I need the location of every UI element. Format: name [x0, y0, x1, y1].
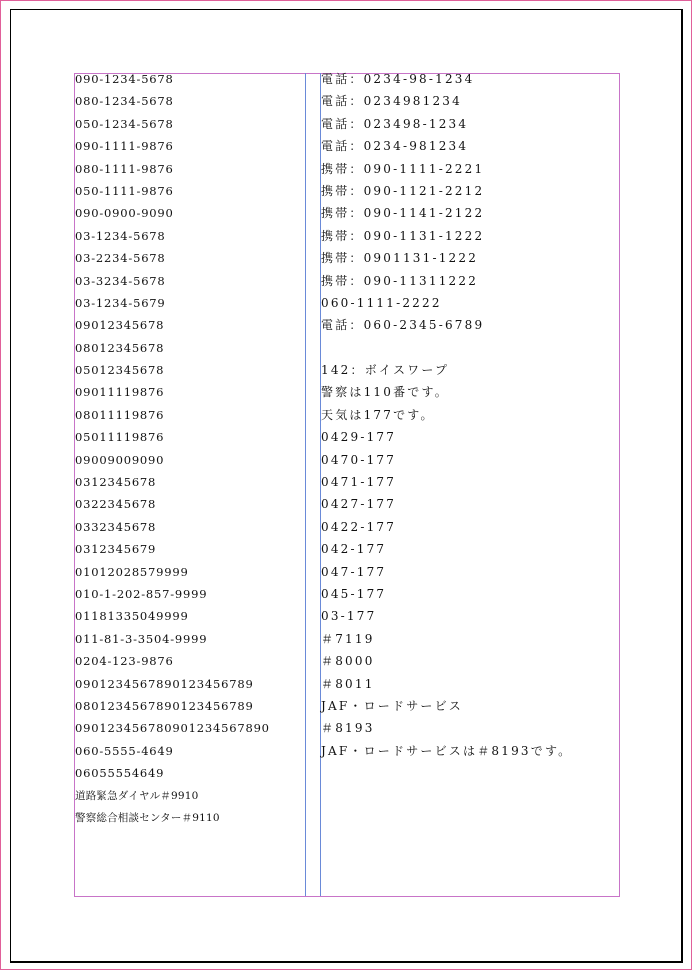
text-line: 0422-177 [321, 519, 397, 534]
text-line: 090-0900-9090 [75, 206, 174, 221]
text-line: 08012345678 [75, 340, 165, 355]
text-line: 05011119876 [75, 430, 165, 445]
text-line: 142：ボイスワープ [321, 363, 450, 378]
text-line: 携帯：090-1131-1222 [321, 228, 485, 243]
text-line: 0427-177 [321, 497, 397, 512]
text-line: 05012345678 [75, 363, 165, 378]
text-line: 03-177 [321, 609, 377, 624]
text-line: 電話：0234-98-1234 [321, 72, 475, 86]
text-line: 09011119876 [75, 385, 165, 400]
text-line: 050-1111-9876 [75, 183, 174, 198]
text-line: ＃8000 [321, 654, 375, 669]
text-line: 電話：0234-981234 [321, 139, 469, 154]
text-line: 0801234567890123456789 [75, 698, 254, 713]
text-line: 03-2234-5678 [75, 251, 166, 266]
right-column [321, 73, 617, 767]
text-line: 03-1234-5679 [75, 295, 166, 310]
left-column [75, 73, 304, 834]
text-line: ＃8011 [321, 676, 375, 691]
text-line: 047-177 [321, 564, 387, 579]
text-line: 050-1234-5678 [75, 116, 174, 131]
text-line: 携帯：090-1121-2212 [321, 183, 485, 198]
text-line: 042-177 [321, 542, 387, 557]
text-line: 0901234567890123456789 [75, 676, 254, 691]
text-line: 電話：0234981234 [321, 94, 462, 109]
text-line: 090-1234-5678 [75, 72, 174, 86]
text-line: 0312345679 [75, 542, 157, 557]
text-line: 0312345678 [75, 475, 157, 490]
text-line: 0429-177 [321, 430, 397, 445]
text-line: 090-1111-9876 [75, 139, 174, 154]
text-line: 警察は110番です。 [321, 385, 449, 400]
text-line: 01181335049999 [75, 609, 189, 624]
text-line: 携帯：090-1141-2122 [321, 206, 485, 221]
text-line: 携帯：0901131-1222 [321, 251, 479, 266]
text-line: 0332345678 [75, 519, 157, 534]
text-line: 060-1111-2222 [321, 295, 442, 310]
text-line: 080-1111-9876 [75, 161, 174, 176]
text-line: 道路緊急ダイヤル＃9910 [75, 789, 199, 802]
text-line: 09012345678 [75, 318, 165, 333]
text-line: ＃7119 [321, 631, 375, 646]
text-line: 電話：023498-1234 [321, 116, 469, 131]
text-line: 03-1234-5678 [75, 228, 166, 243]
text-line: 0322345678 [75, 497, 157, 512]
text-line: 電話：060-2345-6789 [321, 318, 485, 333]
text-line: 0470-177 [321, 452, 397, 467]
text-line: 0204-123-9876 [75, 654, 174, 669]
text-line: 01012028579999 [75, 564, 189, 579]
text-line: 06055554649 [75, 766, 165, 781]
text-line: 携帯：090-1111-2221 [321, 161, 485, 176]
text-line: 03-3234-5678 [75, 273, 166, 288]
blank-line [321, 342, 617, 364]
text-line: 045-177 [321, 586, 387, 601]
text-line: ＃8193 [321, 721, 375, 736]
text-line: 060-5555-4649 [75, 743, 174, 758]
text-line: 09012345678090123456789​0 [75, 721, 270, 736]
text-line: 09009009090 [75, 452, 165, 467]
text-line: 080-1234-5678 [75, 94, 174, 109]
text-line: 08011119876 [75, 407, 165, 422]
text-line: 0471-177 [321, 475, 397, 490]
text-line: 天気は177です。 [321, 407, 435, 422]
text-line: 携帯：090-11311222 [321, 273, 479, 288]
text-line: 警察総合相談センター＃9110 [75, 811, 220, 824]
column-gutter-left-line [305, 73, 306, 896]
text-line: 010-1-202-857-9999 [75, 586, 208, 601]
text-line: JAF・ロードサービス [321, 698, 464, 713]
text-line: JAF・ロードサービスは＃8193です。 [321, 743, 573, 758]
text-line: 011-81-3-3504-9999 [75, 631, 208, 646]
